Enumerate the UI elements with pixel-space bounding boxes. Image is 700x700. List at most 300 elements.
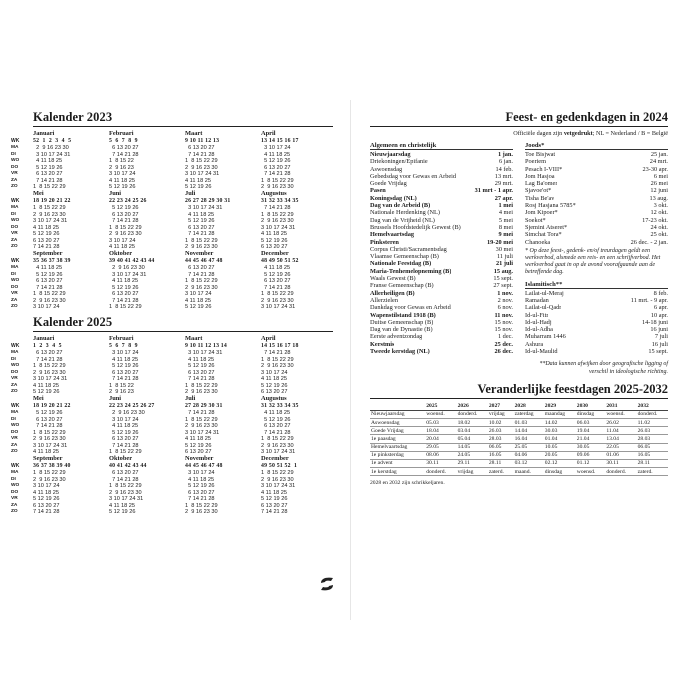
- feast-name: Poeriem: [525, 158, 546, 166]
- feast-row: [525, 290, 668, 297]
- feast-name: Rosj Hasjana 5785*: [525, 202, 576, 210]
- table-cell: 22.05: [605, 443, 636, 451]
- feast-row: [525, 151, 668, 158]
- day-row: 4 11 18 25: [185, 211, 215, 218]
- week-numbers: 5 6 7 8 9: [109, 138, 138, 144]
- year-header: 2028: [514, 403, 544, 411]
- day-row: 5 12 19 26: [33, 271, 63, 278]
- weekday-label: MA: [11, 145, 19, 150]
- day-row: 6 13 20 27: [261, 389, 288, 395]
- table-cell: 01.06: [605, 451, 636, 459]
- month-name: Juni: [109, 395, 122, 402]
- month-block: [33, 335, 105, 395]
- feast-name: Corpus Christi/Sacramentsdag: [370, 245, 447, 253]
- feast-date: 15 sept.: [648, 348, 668, 356]
- month-name: Juli: [185, 190, 196, 197]
- row-label: 1e advent: [370, 459, 425, 467]
- week-numbers: 35 36 37 38 39: [33, 258, 71, 264]
- day-row: 4 11 18 25: [185, 476, 215, 483]
- feast-name: Brussels Hoofdstedelijk Gewest (B): [370, 223, 461, 231]
- table-cell: 30.05: [576, 443, 606, 451]
- day-row: 1 8 15 22 29: [261, 436, 294, 442]
- feast-row: [370, 333, 513, 340]
- weekday-label: WO: [11, 363, 20, 368]
- weekday-label: MA: [11, 350, 19, 355]
- feast-name: Tweede kerstdag (NL): [370, 348, 430, 356]
- day-row: 6 13 20 27: [185, 145, 215, 151]
- month-block: [261, 335, 333, 395]
- day-row: 6 13 20 27: [109, 291, 139, 297]
- feast-date: 16 juli: [651, 340, 668, 348]
- feast-name: Muharram 1446: [525, 333, 566, 341]
- day-row: 5 12 19 26: [109, 205, 139, 211]
- day-row: 2 9 16 23 30: [109, 410, 145, 416]
- table-cell: 20.05: [544, 451, 576, 459]
- table-cell: donderd.: [425, 468, 456, 476]
- feast-date: 14-18 juni: [641, 318, 668, 326]
- day-row: 3 10 17 24: [185, 291, 212, 297]
- week-numbers: 40 41 42 43 44: [109, 463, 147, 469]
- day-row: 6 13 20 27: [33, 171, 63, 177]
- week-numbers: 39 40 41 42 43 44: [109, 258, 155, 264]
- table-cell: woensd.: [425, 410, 456, 418]
- leap-year-note: 2028 en 2032 zijn schrikkeljaren.: [370, 480, 445, 487]
- feast-row: [525, 173, 668, 180]
- legend-prefix: Officiële dagen zijn: [513, 130, 564, 137]
- feast-date: 1 nov.: [497, 289, 513, 297]
- week-numbers: 18 19 20 21 22: [33, 198, 71, 204]
- day-row: 5 12 19 26: [261, 382, 288, 389]
- day-row: 2 9 16 23 30: [33, 369, 66, 376]
- month-name: December: [261, 455, 289, 462]
- feasts-legend: [370, 130, 668, 137]
- feast-row: [525, 239, 668, 246]
- weekday-label: MA: [11, 205, 19, 210]
- weekday-label: ZA: [11, 442, 18, 448]
- weekday-label: ZO: [11, 304, 18, 309]
- day-row: 3 10 17 24 31: [261, 304, 296, 310]
- month-block: [33, 130, 105, 190]
- table-cell: 29.11: [457, 459, 488, 467]
- day-row: 4 11 18 25: [261, 489, 288, 496]
- day-row: 7 14 21 28: [185, 496, 215, 502]
- weekday-label: DO: [11, 224, 19, 230]
- table-cell: 25.05: [514, 443, 544, 451]
- table-cell: 06.05: [488, 443, 514, 451]
- feast-row: [370, 151, 513, 158]
- day-row: 5 12 19 26: [185, 363, 215, 369]
- variable-feasts-table: [370, 403, 668, 477]
- feast-date: 5 mei: [498, 216, 513, 224]
- feast-name: Nationale Herdenking (NL): [370, 209, 440, 217]
- table-cell: 09.06: [576, 451, 606, 459]
- table-cell: 21.04: [576, 435, 606, 443]
- day-row: 5 12 19 26: [261, 158, 291, 164]
- day-row: 4 11 18 25: [261, 410, 291, 416]
- feast-name: Driekoningen/Epifanie: [370, 158, 428, 166]
- weekday-label: VR: [11, 436, 18, 441]
- day-row: 6 13 20 27: [33, 350, 63, 356]
- weekday-labels: [11, 190, 29, 251]
- day-row: 7 14 21 28: [185, 271, 215, 278]
- day-row: 7 14 21 28: [109, 218, 139, 224]
- day-row: 3 10 17 24: [185, 470, 215, 476]
- table-row: [370, 410, 668, 418]
- feast-name: Chanoeka: [525, 238, 551, 246]
- month-block: [261, 395, 333, 455]
- day-row: 5 12 19 26: [261, 496, 288, 502]
- feast-date: 1 dec.: [497, 333, 513, 341]
- day-row: 3 10 17 24 31: [261, 449, 296, 455]
- jewish-heading: Joods*: [525, 142, 668, 150]
- weekday-label: MA: [11, 265, 19, 270]
- table-cell: 28.03: [488, 435, 514, 443]
- day-row: 5 12 19 26: [185, 218, 215, 224]
- day-row: 1 8 15 22 29: [109, 449, 142, 455]
- calendar-2023-title: Kalender 2023: [33, 110, 333, 127]
- feast-row: [525, 224, 668, 231]
- legend-bold: vetgedrukt: [563, 130, 593, 137]
- month-name: Februari: [109, 335, 134, 342]
- weekday-label: ZO: [11, 184, 18, 189]
- day-row: 6 13 20 27: [109, 436, 139, 442]
- feast-row: [525, 180, 668, 187]
- day-row: 6 13 20 27: [185, 369, 215, 376]
- feast-date: 2 nov.: [497, 296, 513, 304]
- feast-row: [370, 312, 513, 319]
- day-row: 5 12 19 26: [109, 284, 139, 291]
- month-block: [185, 395, 257, 455]
- feast-name: Sjavoe'ot*: [525, 187, 552, 195]
- weekday-label: VR: [11, 171, 18, 176]
- feast-name: Pinksteren: [370, 238, 399, 246]
- feast-row: [370, 275, 513, 282]
- christian-list: [370, 151, 513, 355]
- table-cell: 16.04: [514, 435, 544, 443]
- day-row: 2 9 16 23: [109, 164, 134, 171]
- weekday-labels: [11, 395, 29, 456]
- feast-name: Allerheiligen (B): [370, 289, 415, 297]
- feast-date: 6 nov.: [497, 304, 513, 312]
- table-cell: 16.05: [488, 451, 514, 459]
- day-row: 7 14 21 28: [109, 476, 139, 483]
- month-block: [33, 395, 105, 455]
- row-label: Hemelvaartsdag: [370, 443, 425, 451]
- day-row: 5 12 19 26: [261, 237, 288, 244]
- table-cell: 01.12: [576, 459, 606, 467]
- feast-name: Waals Gewest (B): [370, 275, 416, 283]
- day-row: 1 8 15 22 29: [261, 356, 294, 363]
- day-row: 7 14 21 28: [261, 284, 291, 291]
- day-row: 4 11 18 25: [109, 356, 139, 363]
- table-cell: 10.05: [544, 443, 576, 451]
- feast-date: 27 sept.: [493, 282, 513, 290]
- feast-name: Lailat-ul-Qadr: [525, 304, 562, 312]
- day-row: 6 13 20 27: [109, 145, 139, 151]
- day-row: 2 9 16 23 30: [33, 476, 66, 483]
- month-name: Februari: [109, 130, 134, 137]
- day-row: 6 13 20 27: [261, 244, 288, 250]
- weekday-label: DO: [11, 429, 19, 435]
- table-cell: 18.02: [457, 418, 488, 426]
- day-row: 3 10 17 24 31: [33, 151, 71, 158]
- feast-date: 30 mei: [495, 245, 513, 253]
- table-cell: 24.05: [457, 451, 488, 459]
- day-row: 2 9 16 23 30: [109, 231, 142, 237]
- feast-name: Id-ul-Adha: [525, 326, 553, 334]
- day-row: 6 13 20 27: [261, 278, 291, 284]
- table-cell: 06.05: [637, 443, 668, 451]
- feast-date: 12 okt.: [650, 209, 668, 217]
- day-row: 1 8 15 22 29: [185, 502, 218, 509]
- day-row: 7 14 21 28: [261, 205, 291, 211]
- week-numbers: 27 28 29 30 31: [185, 403, 223, 409]
- calendar-row: [11, 190, 333, 250]
- feast-row: [370, 195, 513, 202]
- feast-date: 13 mrt.: [494, 172, 513, 180]
- feast-name: Eerste adventzondag: [370, 333, 423, 341]
- day-row: 5 12 19 26: [261, 271, 291, 278]
- table-cell: vrijdag: [488, 410, 514, 418]
- weekday-label: DI: [11, 211, 16, 217]
- day-row: 2 9 16 23 30: [33, 436, 66, 442]
- weekday-label: DI: [11, 356, 16, 362]
- day-row: 5 12 19 26: [33, 410, 63, 416]
- table-row: [370, 468, 668, 476]
- feast-row: [370, 297, 513, 304]
- feast-row: [525, 217, 668, 224]
- feast-name: Pasen: [370, 187, 386, 195]
- day-row: 7 14 21 28: [33, 244, 60, 250]
- feast-name: Id-ul-Hadj: [525, 318, 552, 326]
- week-label: WK: [11, 138, 20, 144]
- feast-row: [525, 158, 668, 165]
- feast-date: 8 feb.: [653, 289, 668, 297]
- month-name: Oktober: [109, 455, 133, 462]
- day-row: 4 11 18 25: [185, 297, 212, 304]
- week-numbers: 5 6 7 8 9: [109, 343, 138, 349]
- table-cell: dinsdag: [544, 468, 576, 476]
- day-row: 2 9 16 23 30: [109, 489, 142, 496]
- weekday-label: DO: [11, 489, 19, 495]
- month-name: November: [185, 250, 214, 257]
- calendar-2025: [11, 315, 333, 515]
- feast-row: [370, 217, 513, 224]
- weekday-label: DO: [11, 164, 19, 170]
- day-row: 4 11 18 25: [261, 376, 288, 382]
- weekday-label: ZO: [11, 389, 18, 394]
- feast-row: [525, 319, 668, 326]
- day-row: 3 10 17 24 31: [109, 271, 147, 278]
- day-row: 2 9 16 23 30: [185, 509, 218, 515]
- feast-row: [370, 231, 513, 238]
- week-numbers: 18 19 20 21 22: [33, 403, 71, 409]
- weekday-labels: [11, 455, 29, 516]
- feast-date: 25 okt.: [650, 231, 668, 239]
- table-row: [370, 443, 668, 451]
- year-header: 2031: [605, 403, 636, 411]
- year-header: 2032: [637, 403, 668, 411]
- day-row: 6 13 20 27: [261, 423, 291, 429]
- right-page: [370, 110, 668, 610]
- feast-row: [370, 253, 513, 260]
- feast-name: Nationale Feestdag (B): [370, 260, 432, 268]
- feast-row: [370, 341, 513, 348]
- feast-date: 17-23 okt.: [642, 216, 668, 224]
- table-row: [370, 435, 668, 443]
- weekday-label: ZA: [11, 237, 18, 243]
- feast-row: [370, 319, 513, 326]
- month-name: Maart: [185, 335, 203, 342]
- table-cell: 18.04: [425, 427, 456, 435]
- weekday-label: WO: [11, 423, 20, 428]
- table-row: [370, 459, 668, 467]
- feast-date: 19-20 mei: [486, 238, 513, 246]
- day-row: 4 11 18 25: [109, 278, 139, 284]
- table-cell: woensd.: [605, 410, 636, 418]
- table-cell: 01.04: [544, 435, 576, 443]
- feast-name: Vlaamse Gemeenschap (B): [370, 253, 439, 261]
- feast-name: Aswoensdag: [370, 165, 403, 173]
- day-row: 3 10 17 24 31: [261, 224, 296, 231]
- week-numbers: 22 23 24 25 26: [109, 198, 147, 204]
- week-label: WK: [11, 343, 20, 349]
- month-name: November: [185, 455, 214, 462]
- table-cell: 11.02: [637, 418, 668, 426]
- day-row: 6 13 20 27: [33, 502, 60, 509]
- feast-name: Jom Kipoer*: [525, 209, 558, 217]
- month-name: Juni: [109, 190, 122, 197]
- feast-name: Dankdag voor Gewas en Arbeid: [370, 304, 451, 312]
- day-row: 5 12 19 26: [33, 496, 60, 502]
- day-row: 1 8 15 22 29: [33, 429, 66, 436]
- calendar-row: [11, 455, 333, 515]
- feast-date: 26 dec. - 2 jan.: [630, 238, 668, 246]
- feast-date: 4 mei: [498, 209, 513, 217]
- table-row: [370, 418, 668, 426]
- month-block: [109, 395, 181, 455]
- feast-name: Gebedsdag voor Gewas en Arbeid: [370, 172, 457, 180]
- day-row: 2 9 16 23 30: [261, 442, 294, 449]
- weekday-label: DI: [11, 416, 16, 422]
- feast-row: [370, 209, 513, 216]
- day-row: 1 8 15 22 29: [185, 382, 218, 389]
- weekday-label: ZA: [11, 177, 18, 183]
- table-cell: zaterd.: [488, 468, 514, 476]
- table-corner: [370, 403, 425, 411]
- day-row: 3 10 17 24 31: [33, 442, 68, 449]
- feast-name: Nieuwjaarsdag: [370, 151, 411, 158]
- day-row: 1 8 15 22 29: [261, 470, 294, 476]
- month-block: [33, 250, 105, 310]
- day-row: 4 11 18 25: [33, 224, 60, 231]
- year-header: 2026: [457, 403, 488, 411]
- table-cell: 26.03: [488, 427, 514, 435]
- day-row: 3 10 17 24 31: [33, 376, 68, 382]
- month-name: Augustus: [261, 190, 287, 197]
- weekday-label: WO: [11, 278, 20, 283]
- day-row: 4 11 18 25: [33, 489, 60, 496]
- day-row: 1 8 15 22 29: [109, 304, 142, 310]
- weekday-labels: [11, 130, 29, 191]
- feast-date: 7 juli: [654, 333, 668, 341]
- feast-name: Ramadan: [525, 296, 549, 304]
- feast-date: 14 feb.: [495, 165, 513, 173]
- day-row: 3 10 17 24: [109, 350, 139, 356]
- month-block: [261, 455, 333, 515]
- month-block: [33, 190, 105, 250]
- day-row: 2 9 16 23 30: [185, 389, 218, 395]
- calendar-row: [11, 395, 333, 455]
- week-numbers: 22 23 24 25 26 27: [109, 403, 155, 409]
- feast-name: Kerstmis: [370, 340, 395, 348]
- day-row: 5 12 19 26: [109, 184, 136, 190]
- weekday-label: VR: [11, 496, 18, 501]
- feast-row: [370, 304, 513, 311]
- month-name: Oktober: [109, 250, 133, 257]
- feast-row: [525, 326, 668, 333]
- day-row: 7 14 21 28: [33, 177, 63, 184]
- day-row: 6 13 20 27: [33, 237, 60, 244]
- day-row: 3 10 17 24 31: [185, 171, 220, 177]
- day-row: 6 13 20 27: [185, 265, 215, 271]
- feasts-columns: [370, 142, 668, 376]
- weekday-label: WO: [11, 158, 20, 163]
- feast-name: Duitse Gemeenschap (B): [370, 318, 434, 326]
- weekday-label: MA: [11, 410, 19, 415]
- table-cell: 14.02: [544, 418, 576, 426]
- day-row: 1 8 15 22: [109, 382, 134, 389]
- day-row: 4 11 18 25: [33, 265, 63, 271]
- feast-row: [370, 348, 513, 355]
- other-column: [525, 142, 668, 376]
- day-row: 5 12 19 26: [109, 509, 136, 515]
- day-row: 2 9 16 23 30: [33, 297, 66, 304]
- table-cell: 26.03: [637, 427, 668, 435]
- day-row: 7 14 21 28: [109, 297, 139, 304]
- week-numbers: 44 45 46 47 48: [185, 258, 223, 264]
- day-row: 6 13 20 27: [261, 164, 291, 171]
- weekday-label: ZO: [11, 449, 18, 454]
- day-row: 3 10 17 24: [109, 237, 136, 244]
- variable-table-body: [370, 410, 668, 476]
- feast-name: Ashura: [525, 340, 544, 348]
- feast-name: Dag van de Dynastie (B): [370, 326, 433, 334]
- day-row: 1 8 15 22 29: [109, 224, 142, 231]
- table-cell: 11.04: [605, 427, 636, 435]
- month-name: September: [33, 455, 63, 462]
- day-row: 2 9 16 23 30: [33, 211, 66, 218]
- feast-date: 21 juli: [496, 260, 513, 268]
- table-cell: vrijdag: [457, 468, 488, 476]
- week-numbers: 14 15 16 17 18: [261, 343, 299, 349]
- day-row: 3 10 17 24: [109, 416, 139, 423]
- weekday-label: VR: [11, 231, 18, 236]
- day-row: 7 14 21 28: [261, 350, 291, 356]
- table-cell: 05.04: [457, 435, 488, 443]
- feast-name: Allerzielen: [370, 296, 398, 304]
- feast-date: 25 jan.: [650, 151, 668, 158]
- day-row: 2 9 16 23: [109, 389, 134, 395]
- week-numbers: 44 45 46 47 48: [185, 463, 223, 469]
- feast-date: 24 okt.: [650, 223, 668, 231]
- islam-list: [525, 290, 668, 356]
- table-cell: 16.05: [637, 451, 668, 459]
- week-label: WK: [11, 463, 20, 469]
- month-block: [109, 190, 181, 250]
- day-row: 5 12 19 26: [185, 184, 212, 190]
- table-cell: 20.04: [425, 435, 456, 443]
